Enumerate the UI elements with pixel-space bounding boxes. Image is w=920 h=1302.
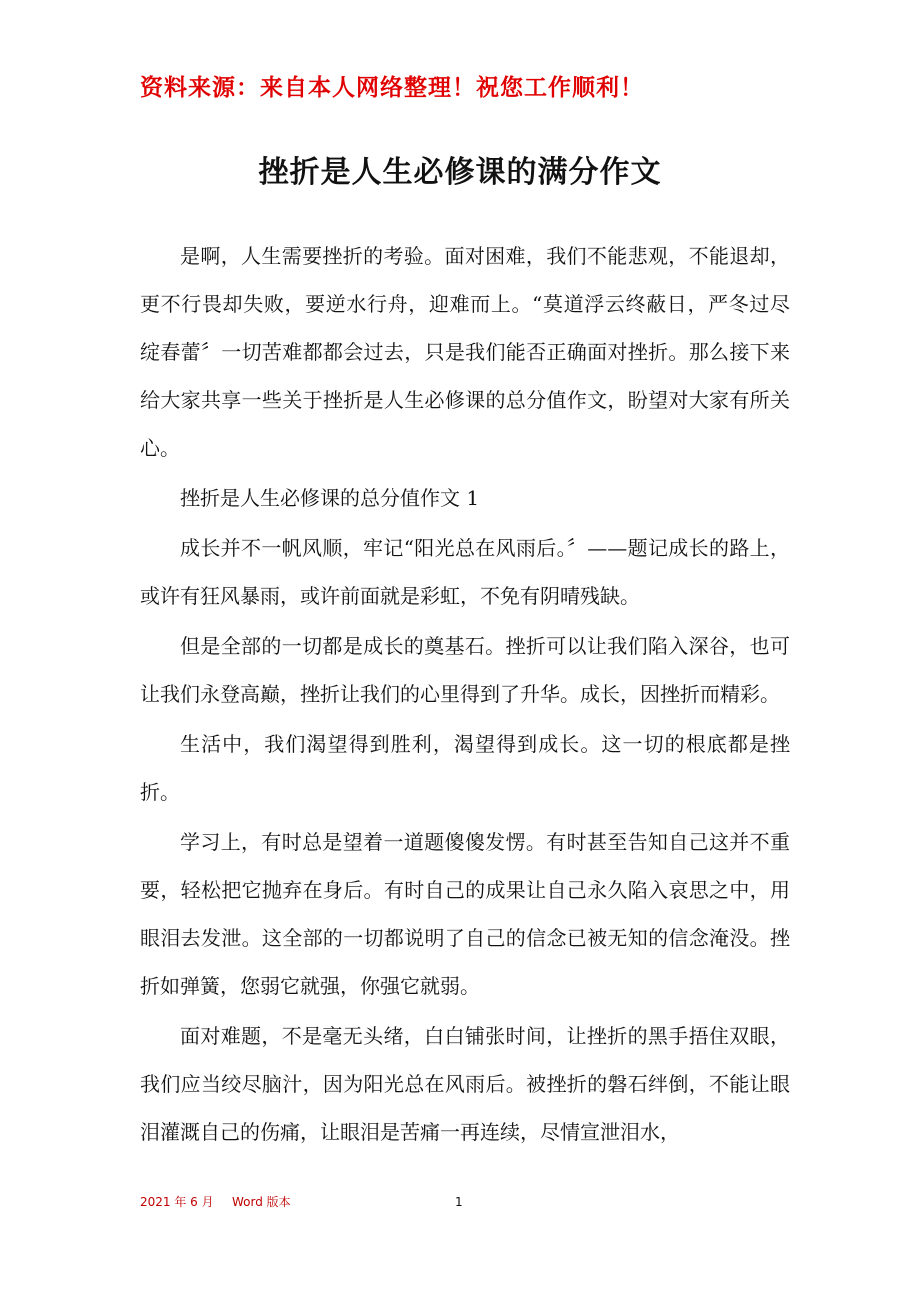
paragraph-subheading: 挫折是人生必修课的总分值作文 1 bbox=[180, 486, 480, 510]
paragraph: 但是全部的一切都是成长的奠基石。挫折可以让我们陷入深谷，也可让我们永登高巅，挫折让我们的心里得到了升华。成长，因挫折而精彩。 bbox=[140, 634, 790, 706]
paragraph: 成长并不一帆风顺，牢记“阳光总在风雨后。〞——题记成长的路上，或许有狂风暴雨，或许前面就是彩虹，不免有阴晴残缺。 bbox=[140, 536, 790, 608]
paragraph: 生活中，我们渴望得到胜利，渴望得到成长。这一切的根底都是挫折。 bbox=[140, 732, 790, 804]
page-title: 挫折是人生必修课的满分作文 bbox=[258, 155, 662, 190]
paragraph-intro: 是啊，人生需要挫折的考验。面对困难，我们不能悲观，不能退却，更不行畏却失败，要逆水行舟，迎难而上。“莫道浮云终蔽日，严冬过尽绽春蕾〞一切苦难都都会过去，只是我们能否正确面对挫折。那么接下来给大家共享一些关于挫折是人生必修课的总分值作文，盼望对大家有所关心。 bbox=[140, 244, 790, 460]
source-header: 资料来源：来自本人网络整理！祝您工作顺利！ bbox=[140, 75, 644, 101]
footer-date: 2021 年 6 月 bbox=[140, 1195, 214, 1209]
paragraph: 学习上，有时总是望着一道题傻傻发愣。有时甚至告知自己这并不重要，轻松把它抛弃在身后。有时自己的成果让自己永久陷入哀思之中，用眼泪去发泄。这全部的一切都说明了自己的信念已被无知的信念淹没。挫折如弹簧，您弱它就强，你强它就弱。 bbox=[140, 830, 790, 998]
article-body bbox=[140, 232, 790, 1156]
footer-version: Word 版本 bbox=[232, 1195, 291, 1209]
paragraph: 面对难题，不是毫无头绪，白白铺张时间，让挫折的黑手捂住双眼，我们应当绞尽脑汁，因为阳光总在风雨后。被挫折的磐石绊倒，不能让眼泪灌溉自己的伤痛，让眼泪是苦痛一再连续，尽情宣泄泪水， bbox=[140, 1024, 790, 1144]
footer-page-number: 1 bbox=[455, 1195, 463, 1209]
